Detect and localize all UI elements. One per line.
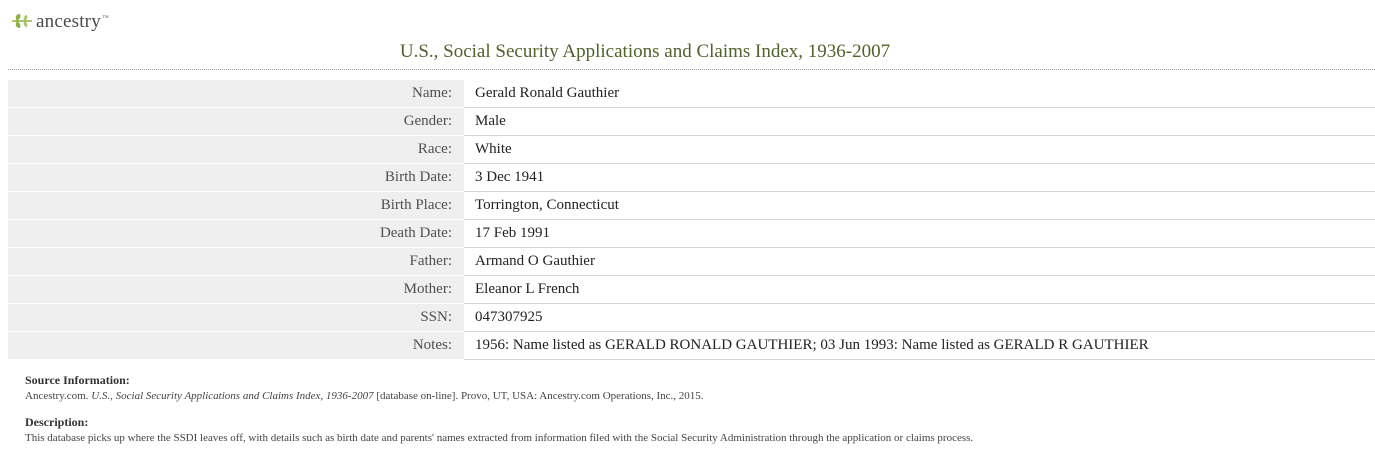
field-value: Armand O Gauthier	[464, 248, 1375, 276]
record-row	[8, 108, 1375, 136]
record-row	[8, 276, 1375, 304]
trademark-symbol: ™	[101, 15, 109, 22]
field-label: Birth Date:	[8, 164, 464, 192]
source-database-title: U.S., Social Security Applications and Claims Index, 1936-2007	[91, 390, 374, 402]
source-information-text	[25, 389, 1345, 403]
field-label: Name:	[8, 80, 464, 108]
collection-title: U.S., Social Security Applications and Claims Index, 1936-2007	[399, 41, 891, 62]
record-row	[8, 248, 1375, 276]
field-label: Mother:	[8, 276, 464, 304]
leaf-icon	[11, 12, 33, 30]
title-divider	[8, 69, 1375, 70]
field-value: Gerald Ronald Gauthier	[464, 80, 1375, 108]
logo-wordmark: ancestry	[36, 10, 101, 32]
record-row	[8, 220, 1375, 248]
source-block	[25, 373, 1345, 445]
field-value: Male	[464, 108, 1375, 136]
field-label: Gender:	[8, 108, 464, 136]
field-label: Death Date:	[8, 220, 464, 248]
source-information-heading: Source Information:	[25, 373, 130, 387]
field-label: Father:	[8, 248, 464, 276]
record-row	[8, 304, 1375, 332]
field-label: Notes:	[8, 332, 464, 360]
field-label: SSN:	[8, 304, 464, 332]
field-label: Race:	[8, 136, 464, 164]
description-heading: Description:	[25, 415, 89, 429]
field-value: 047307925	[464, 304, 1375, 332]
field-label: Birth Place:	[8, 192, 464, 220]
record-row	[8, 164, 1375, 192]
field-value: Eleanor L French	[464, 276, 1375, 304]
record-row	[8, 136, 1375, 164]
source-publisher-prefix: Ancestry.com.	[25, 390, 89, 402]
description-text: This database picks up where the SSDI leaves off, with details such as birth date and parents' names extracted from information filed with the Social Security Administration through the application or claims process.	[25, 432, 974, 444]
field-value: White	[464, 136, 1375, 164]
record-row	[8, 80, 1375, 108]
source-publisher-suffix: [database on-line]. Provo, UT, USA: Ancestry.com Operations, Inc., 2015.	[376, 390, 704, 402]
field-value: 1956: Name listed as GERALD RONALD GAUTHIER; 03 Jun 1993: Name listed as GERALD R GAUTHIER	[464, 332, 1375, 360]
record-row	[8, 332, 1375, 360]
field-value: 3 Dec 1941	[464, 164, 1375, 192]
record-row	[8, 192, 1375, 220]
field-value: 17 Feb 1991	[464, 220, 1375, 248]
record-table	[8, 80, 1375, 360]
ancestry-logo[interactable]	[11, 9, 109, 33]
field-value: Torrington, Connecticut	[464, 192, 1375, 220]
